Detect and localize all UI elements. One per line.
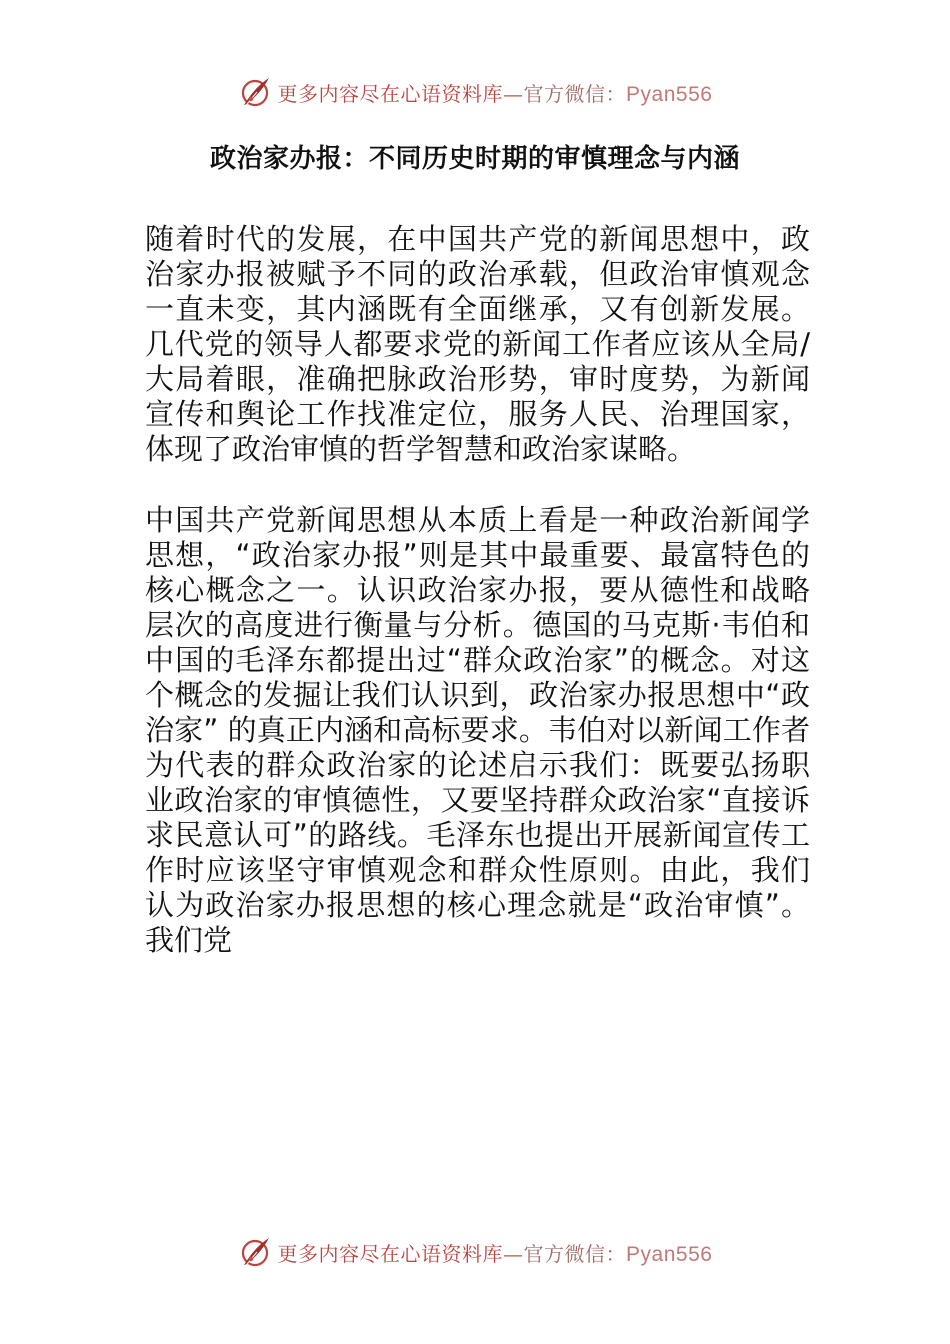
footer-banner-wechat: 官方微信： <box>523 1241 627 1266</box>
footer-banner <box>0 1232 950 1272</box>
header-banner-text <box>278 78 713 107</box>
paragraph-2: 中国共产党新闻思想从本质上看是一种政治新闻学思想，“政治家办报”则是其中最重要、最富特色的核心概念之一。认识政治家办报，要从德性和战略层次的高度进行衡量与分析。德国的马克斯·韦伯和中国的毛泽东都提出过“群众政治家”的概念。对这个概念的发掘让我们认识到，政治家办报思想中“政治家” 的真正内涵和高标要求。韦伯对以新闻工作者为代表的群众政治家的论述启示我们：既要弘扬职业政治家的审慎德性，又要坚持群众政治家“直接诉求民意认可”的路线。毛泽东也提出开展新闻宣传工作时应该坚守审慎观念和群众性原则。由此，我们认为政治家办报思想的核心理念就是“政治审慎”。我们党 <box>145 503 810 957</box>
header-banner-main: 更多内容尽在心语资料库 <box>277 81 504 106</box>
quill-pen-logo-icon <box>238 1235 272 1269</box>
header-banner-wechat: 官方微信： <box>523 81 627 106</box>
document-title: 政治家办报：不同历史时期的审慎理念与内涵 <box>209 144 740 174</box>
footer-banner-id: Pyan556 <box>626 1242 713 1266</box>
document-body <box>145 222 810 994</box>
header-banner-dash: — <box>503 81 524 106</box>
footer-banner-dash: — <box>503 1241 524 1266</box>
footer-banner-text <box>278 1238 713 1267</box>
header-banner <box>0 72 950 112</box>
quill-pen-logo-icon <box>238 75 272 109</box>
header-banner-id: Pyan556 <box>626 82 713 106</box>
footer-banner-main: 更多内容尽在心语资料库 <box>277 1241 504 1266</box>
paragraph-1: 随着时代的发展，在中国共产党的新闻思想中，政治家办报被赋予不同的政治承载，但政治审慎观念一直未变，其内涵既有全面继承，又有创新发展。几代党的领导人都要求党的新闻工作者应该从全局/ 大局着眼，准确把脉政治形势，审时度势，为新闻宣传和舆论工作找准定位，服务人民、治理国家， 体现了政治审慎的哲学智慧和政治家谋略。 <box>145 222 810 466</box>
